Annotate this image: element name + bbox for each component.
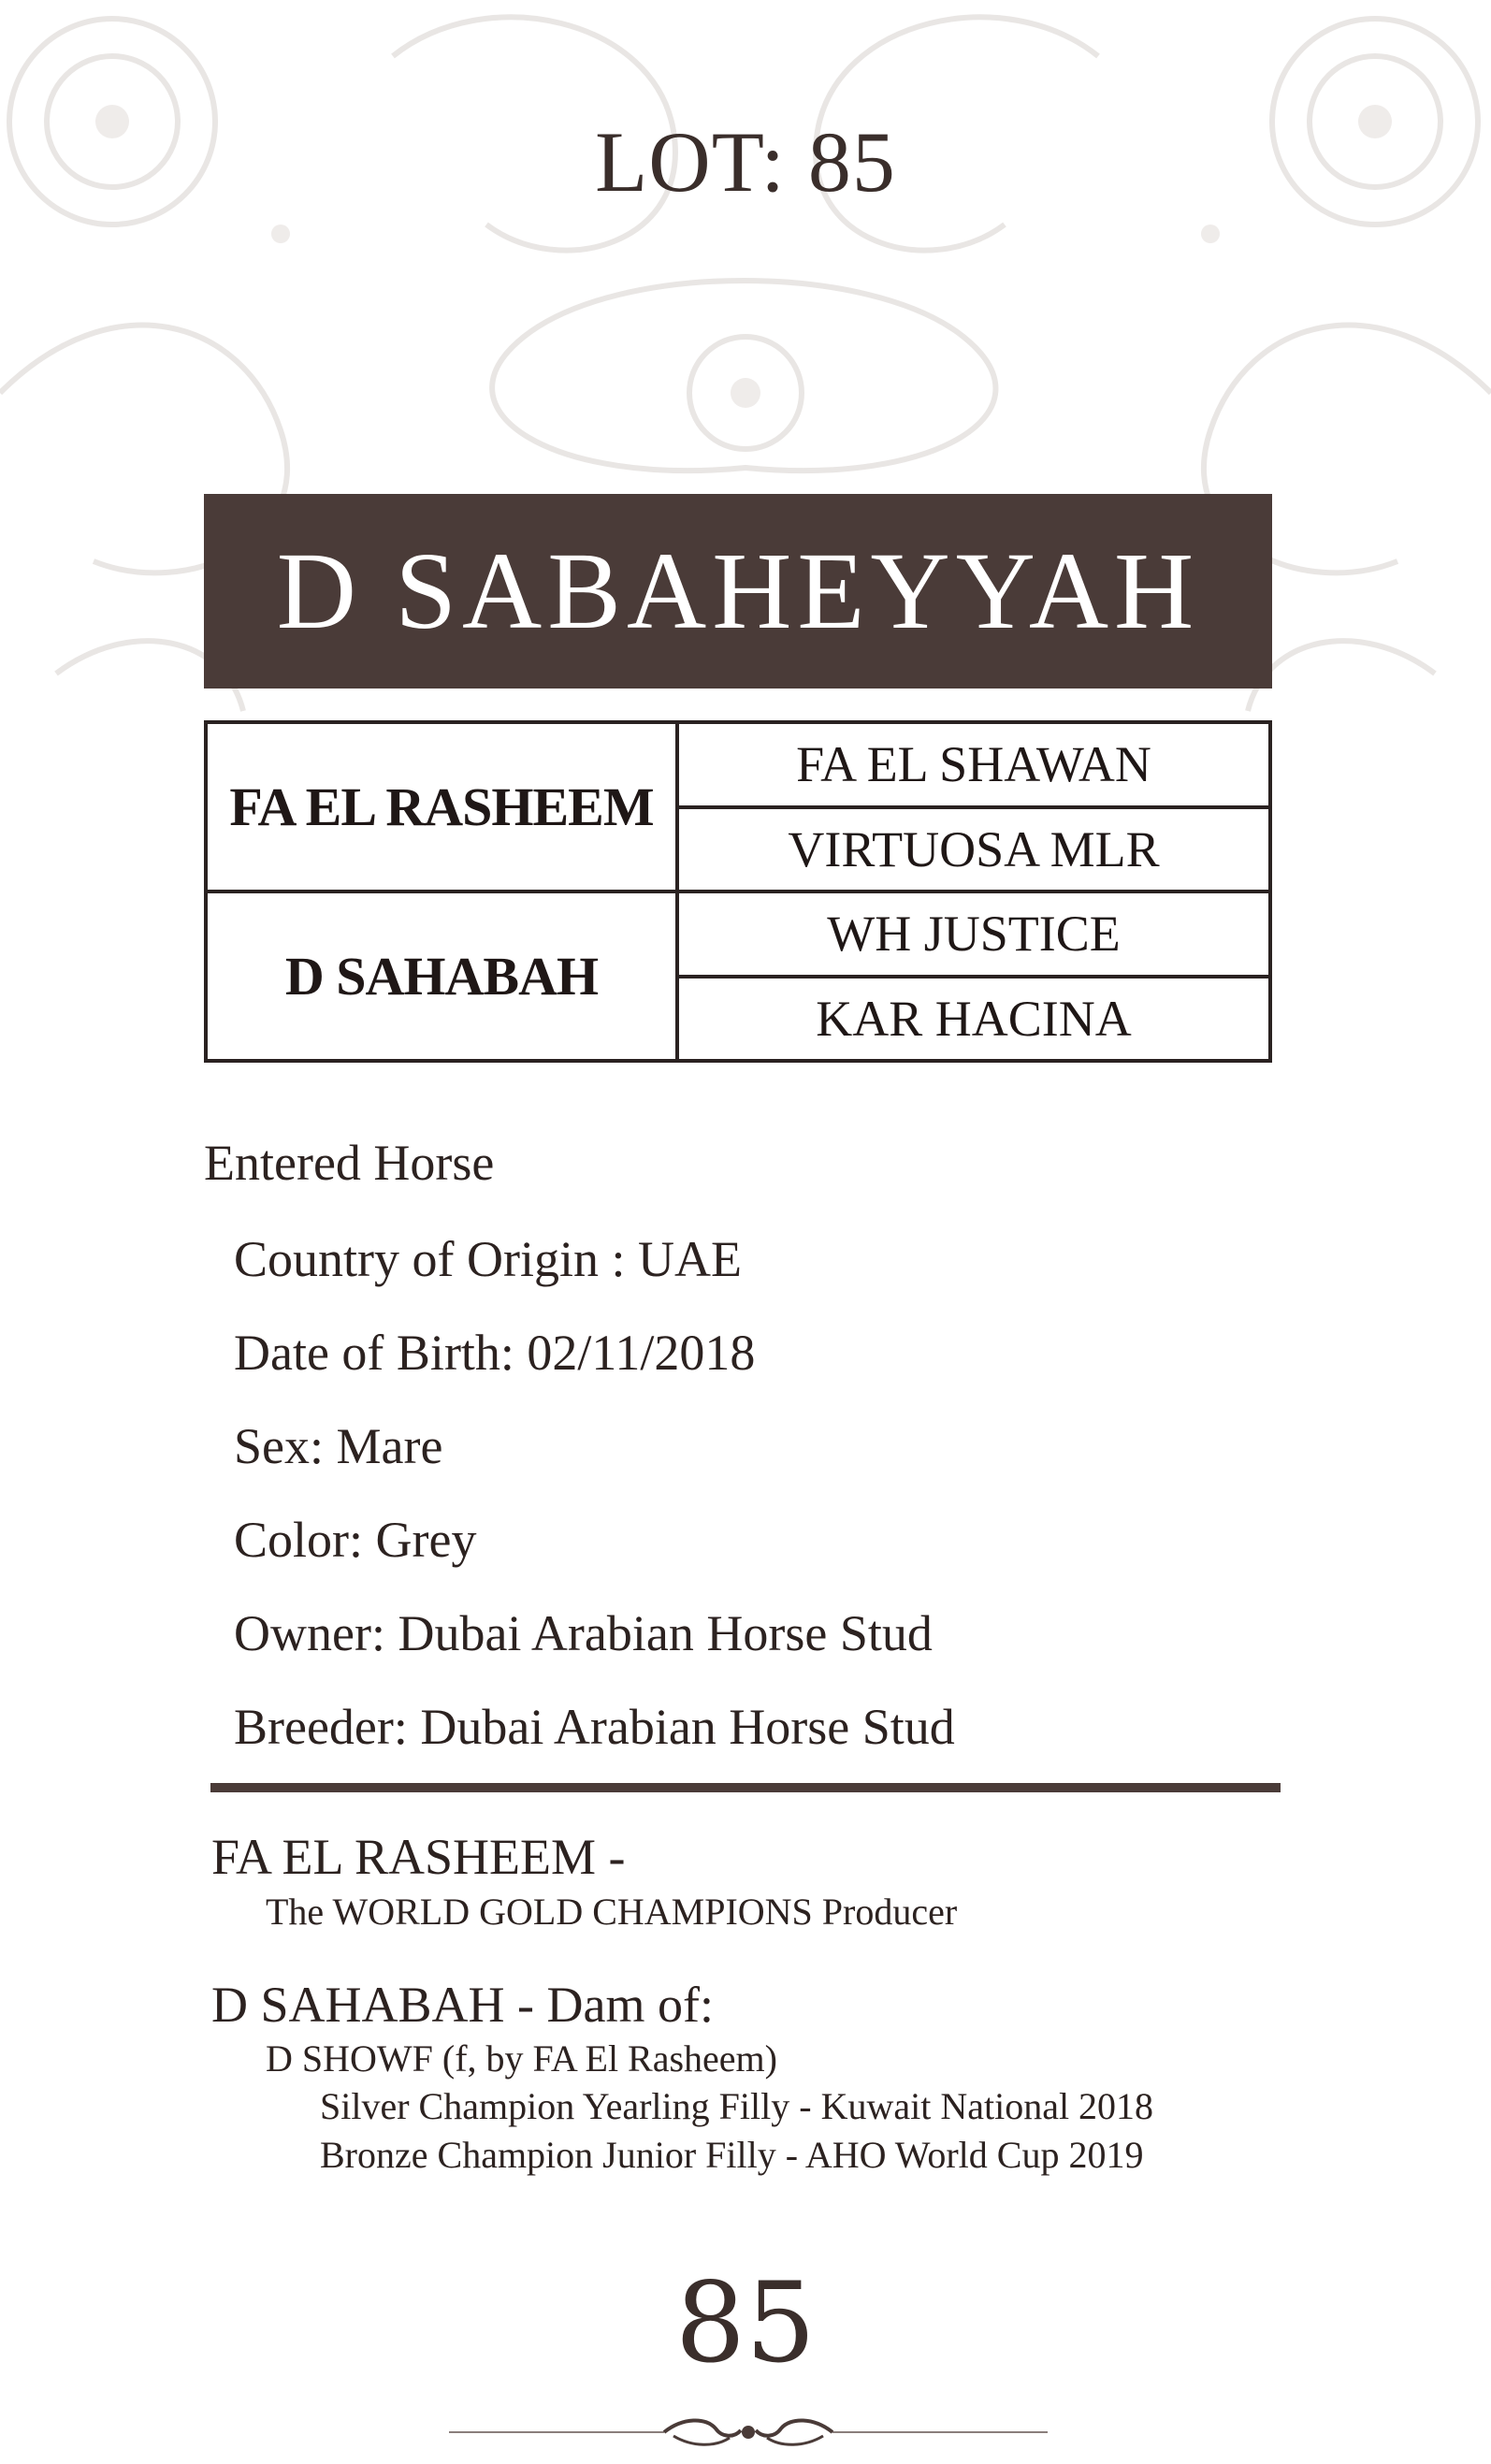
dam-note-heading: D SAHABAH - Dam of: xyxy=(211,1977,714,2033)
pedigree-sire-dam: VIRTUOSA MLR xyxy=(677,807,1270,892)
detail-country: Country of Origin : UAE xyxy=(234,1231,742,1287)
section-divider xyxy=(210,1783,1281,1792)
entered-horse-heading: Entered Horse xyxy=(204,1135,495,1191)
horse-details-list xyxy=(234,1212,955,1774)
foal-award-1: Silver Champion Yearling Filly - Kuwait National 2018 xyxy=(320,2085,1154,2127)
detail-date-of-birth: Date of Birth: 02/11/2018 xyxy=(234,1325,756,1381)
pedigree-notes xyxy=(211,1826,1153,2180)
detail-color: Color: Grey xyxy=(234,1512,477,1568)
detail-breeder: Breeder: Dubai Arabian Horse Stud xyxy=(234,1699,955,1755)
page-number: 85 xyxy=(674,2258,817,2387)
pedigree-dam-dam: KAR HACINA xyxy=(677,977,1270,1062)
pedigree-dam: D SAHABAH xyxy=(206,891,677,1061)
horse-name-banner xyxy=(204,494,1272,688)
dam-foal-entry: D SHOWF (f, by FA El Rasheem) xyxy=(266,2037,777,2080)
pedigree-table xyxy=(204,720,1272,1063)
horse-name: D SABAHEYYAH xyxy=(276,529,1200,652)
sire-note-text: The WORLD GOLD CHAMPIONS Producer xyxy=(266,1891,958,1933)
scroll-ornament-icon xyxy=(449,2413,1048,2451)
detail-owner: Owner: Dubai Arabian Horse Stud xyxy=(234,1605,933,1661)
detail-sex: Sex: Mare xyxy=(234,1418,443,1474)
pedigree-sire: FA EL RASHEEM xyxy=(206,722,677,891)
foal-award-2: Bronze Champion Junior Filly - AHO World Cup 2019 xyxy=(320,2134,1144,2176)
sire-note-heading: FA EL RASHEEM - xyxy=(211,1829,626,1885)
pedigree-dam-sire: WH JUSTICE xyxy=(677,891,1270,977)
pedigree-sire-sire: FA EL SHAWAN xyxy=(677,722,1270,807)
lot-number: LOT: 85 xyxy=(595,114,896,210)
